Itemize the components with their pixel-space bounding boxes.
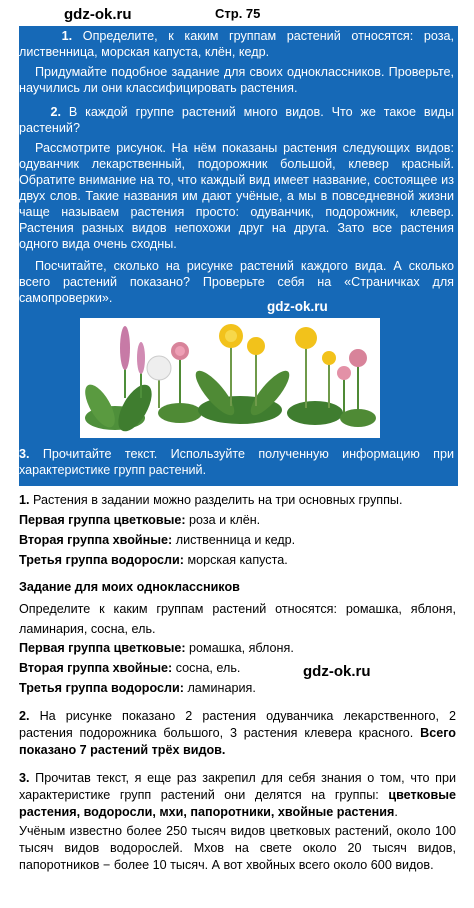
task2-number: 2. xyxy=(50,105,61,119)
plants-illustration xyxy=(80,318,380,438)
clover-plant xyxy=(158,342,202,423)
answer3-groups: цветковые растения, водоросли, мхи, папоротники, хвойные растения xyxy=(19,788,456,819)
classmates-title: Задание для моих одноклассников xyxy=(19,580,240,594)
group1-text: роза и клён. xyxy=(189,513,261,527)
answer3-paragraph xyxy=(19,770,456,821)
page-number: Стр. 75 xyxy=(215,6,261,21)
answer3-text: Прочитав текст, я еще раз закрепил для себя знания о том, что при характеристике групп растений они делятся на группы: xyxy=(19,771,457,802)
task3-number: 3. xyxy=(19,447,30,461)
cm-group1-text: ромашка, яблоня. xyxy=(189,641,294,655)
task2-paragraph xyxy=(19,104,454,136)
site-watermark-bottom: gdz-ok.ru xyxy=(303,663,371,680)
task2-count-question: Посчитайте, сколько на рисунке растений каждого вида. А сколько всего растений показано? Проверьте себя на «Страничках для самопроверки». xyxy=(19,259,454,305)
answer2-total: Всего показано 7 растений трёх видов. xyxy=(19,726,456,757)
cm-group3-label: Третья группа водоросли: xyxy=(19,681,184,695)
cm-group2-label: Вторая группа хвойные: xyxy=(19,661,173,675)
dandelion-plant-center xyxy=(190,324,295,424)
classmates-group1 xyxy=(19,640,456,657)
answer1-number: 1. xyxy=(19,493,30,507)
dandelion-plant-right xyxy=(287,327,343,425)
group3-text: морская капуста. xyxy=(187,553,288,567)
classmates-group2 xyxy=(19,660,456,677)
site-watermark: gdz-ok.ru xyxy=(64,6,132,23)
answer3-tail: . xyxy=(394,805,398,819)
task1-text: Определите, к каким группам растений относятся: роза, лиственница, морская капуста, клён, кедр. xyxy=(19,29,454,59)
answer1-group3 xyxy=(19,552,456,569)
answer2-number: 2. xyxy=(19,709,30,723)
classmates-task: Определите к каким группам растений относятся: ромашка, яблоня, ламинария, сосна, ель. xyxy=(19,602,456,636)
group3-label: Третья группа водоросли: xyxy=(19,553,184,567)
page-header xyxy=(0,0,474,26)
group2-label: Вторая группа хвойные: xyxy=(19,533,173,547)
clover-plant-right xyxy=(337,349,376,427)
plants-drawing xyxy=(80,318,380,438)
cm-group3-text: ламинария. xyxy=(187,681,256,695)
answer2-text: На рисунке показано 2 растения одуванчика лекарственного, 2 растения подорожника большого, 3 растения клевера красного. xyxy=(19,709,457,740)
classmates-group3 xyxy=(19,680,456,697)
answer1-intro-text: Растения в задании можно разделить на три основных группы. xyxy=(33,493,403,507)
cm-group1-label: Первая группа цветковые: xyxy=(19,641,186,655)
task3-text: Прочитайте текст. Используйте полученную информацию при характеристике групп растений. xyxy=(19,447,454,477)
task2-description: Рассмотрите рисунок. На нём показаны растения следующих видов: одуванчик лекарственный, подорожник большой, клевер красный. Обратите внимание на то, что каждый вид имеет название, состоящее из двух слов. Такие названия им дают учёные, а мы в повседневной жизни чаще называем растения просто: одуванчик, подорожник, клевер. Растения разных видов непохожи друг на друга. Зато все растения одного вида очень сходны. xyxy=(19,141,454,251)
task1-followup: Придумайте подобное задание для своих одноклассников. Проверьте, научились ли они классифицировать растения. xyxy=(19,65,454,95)
group2-text: лиственница и кедр. xyxy=(175,533,296,547)
task3-paragraph xyxy=(19,446,454,478)
site-watermark-mid: gdz-ok.ru xyxy=(267,299,328,314)
group1-label: Первая группа цветковые: xyxy=(19,513,186,527)
task1-number: 1. xyxy=(61,29,73,43)
answer3-number: 3. xyxy=(19,771,30,785)
answer1-intro xyxy=(19,492,456,509)
task2-text: В каждой группе растений много видов. Что же такое виды растений? xyxy=(19,105,455,135)
answer1-group2 xyxy=(19,532,456,549)
answer1-group1 xyxy=(19,512,456,529)
plantain-plant-left xyxy=(80,326,158,437)
task1-paragraph xyxy=(19,28,454,60)
answer3-facts: Учёным известно более 250 тысяч видов цветковых растений, около 100 тысяч видов водорослей. Мхов на свете около 20 тысяч видов, папоротников − более 10 тысяч. А вот хвойных всего около 600 видов. xyxy=(19,824,456,872)
cm-group2-text: сосна, ель. xyxy=(175,661,241,675)
answer2-paragraph xyxy=(19,708,456,759)
